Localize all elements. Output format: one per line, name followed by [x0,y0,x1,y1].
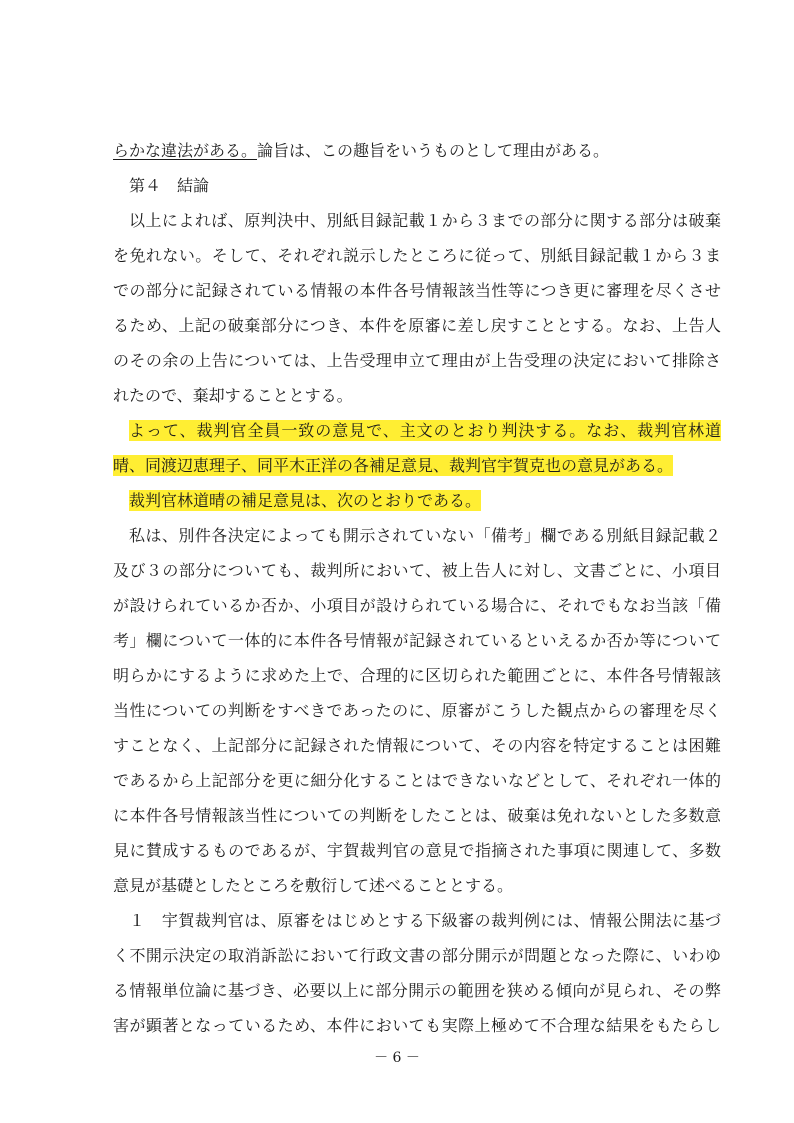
text-line-12: 私は、別件各決定によっても開示されていない「備考」欄である別紙目録記載２ [129,526,721,545]
highlighted-line-3 [129,489,721,513]
text-line-20: に本件各号情報該当性についての判断をしたことは、破棄は免れないとした多数意 [113,806,721,825]
page-number: － 6 － [374,1050,420,1066]
text-line-18: すことなく、上記部分に記録された情報について、その内容を特定することは困難 [113,736,721,755]
section-heading: 第４ 結論 [129,176,210,195]
text-line-16: 明らかにするように求めた上で、合理的に区切られた範囲ごとに、本件各号情報該 [113,666,721,685]
text-line-4: を免れない。そして、それぞれ説示したところに従って、別紙目録記載１から３ま [113,246,721,265]
text-line-21: 見に賛成するものであるが、宇賀裁判官の意見で指摘された事項に関連して、多数 [113,841,721,860]
text-line-6: るため、上記の破棄部分につき、本件を原審に差し戻すこととする。なお、上告人 [113,316,721,335]
text-line-19: であるから上記部分を更に細分化することはできないなどとして、それぞれ一体的 [113,771,721,790]
text-line-22: 意見が基礎としたところを敷衍して述べることとする。 [113,876,514,895]
line-text: 論旨は、この趣旨をいうものとして理由がある。 [257,141,610,160]
highlighted-line-2 [113,454,721,478]
text-line-13: 及び３の部分についても、裁判所において、被上告人に対し、文書ごとに、小項目 [113,561,721,580]
highlight: 裁判官林道晴の補足意見は、次のとおりである。 [129,491,482,510]
underlined-text: らかな違法がある。 [113,141,258,160]
text-line-5: での部分に記録されている情報の本件各号情報該当性等につき更に審理を尽くさせ [113,281,721,300]
text-line-8: れたので、棄却することとする。 [113,386,353,405]
text-line-26: 害が顕著となっているため、本件においても実際上極めて不合理な結果をもたらし [113,1016,721,1035]
text-line-3: 以上によれば、原判決中、別紙目録記載１から３までの部分に関する部分は破棄 [129,211,721,230]
text-line-1 [113,139,721,163]
text-line-23: １ 宇賀裁判官は、原審をはじめとする下級審の裁判例には、情報公開法に基づ [129,911,721,930]
highlight: よって、裁判官全員一致の意見で、主文のとおり判決する。なお、裁判官林道 [129,421,721,440]
text-line-7: のその余の上告については、上告受理申立て理由が上告受理の決定において排除さ [113,351,721,370]
highlighted-line-1 [129,419,721,443]
text-line-25: る情報単位論に基づき、必要以上に部分開示の範囲を狭める傾向が見られ、その弊 [113,981,721,1000]
highlight: 晴、同渡辺恵理子、同平木正洋の各補足意見、裁判官宇賀克也の意見がある。 [113,456,674,475]
text-line-24: く不開示決定の取消訴訟において行政文書の部分開示が問題となった際に、いわゆ [113,946,721,965]
text-line-17: 当性についての判断をすべきであったのに、原審がこうした観点からの審理を尽く [113,701,721,720]
text-line-14: が設けられているか否か、小項目が設けられている場合に、それでもなお当該「備 [113,596,721,615]
text-line-15: 考」欄について一体的に本件各号情報が記録されているといえるか否か等について [113,631,721,650]
